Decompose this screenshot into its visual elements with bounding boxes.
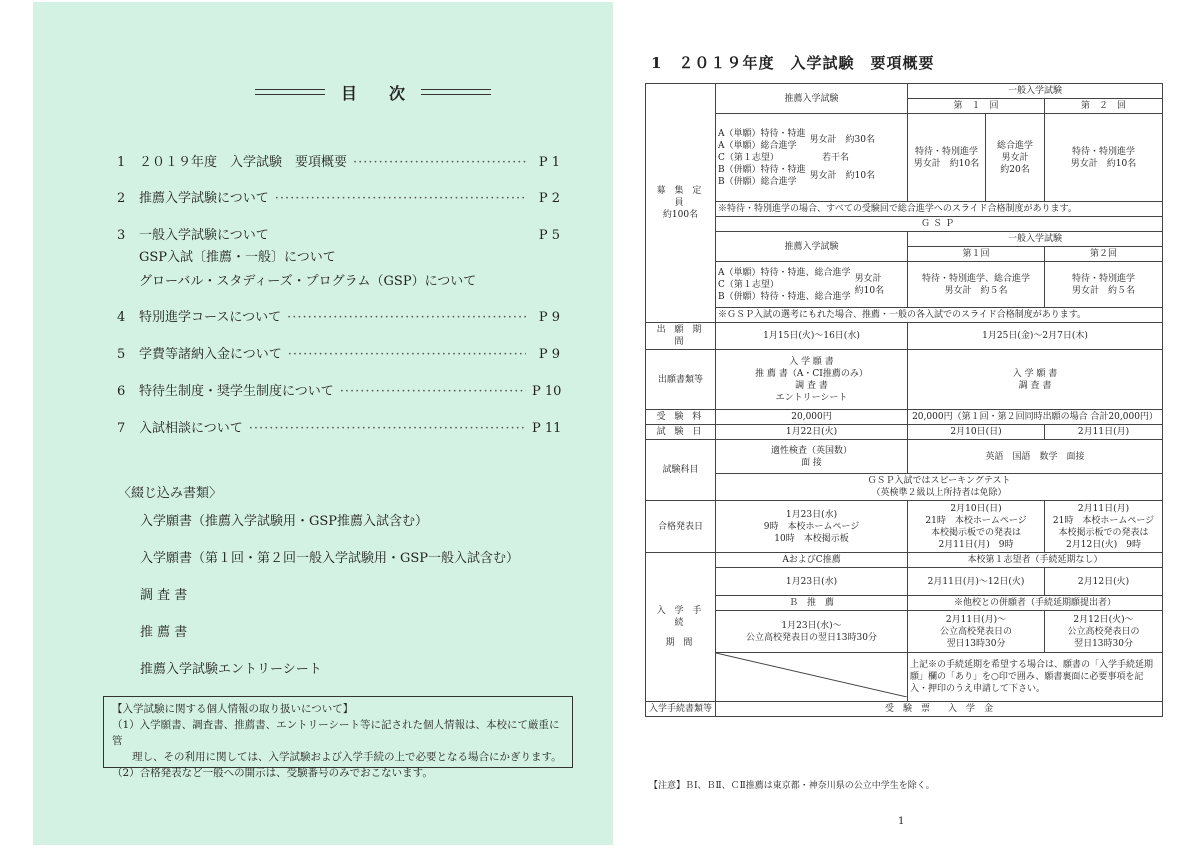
r1-general-label: 総合進学 — [997, 140, 1034, 151]
results-suisen — [716, 501, 908, 553]
leader-dots — [288, 347, 526, 362]
enclosure-item: 入学願書（第１回・第２回一般入学試験用・GSP一般入試含む） — [140, 551, 520, 566]
toc-page: P 1 — [538, 155, 560, 170]
subjects-suisen — [716, 440, 908, 474]
enclosure-item: 推 薦 書 — [140, 625, 188, 640]
proc-line: 2月11日(月)〜 — [945, 614, 1007, 625]
gsp-round2-cell — [1045, 262, 1163, 308]
leader-dots — [287, 310, 526, 325]
privacy-notice-box — [103, 696, 573, 779]
gsp-cap1: 男女計 — [854, 273, 882, 284]
procedure-h2-date — [1045, 611, 1163, 653]
toc-number: 6 — [117, 384, 126, 399]
exam-date-r1: 2月10日(日) — [908, 425, 1045, 440]
subject-item: 面 接 — [801, 457, 822, 468]
toc-label: 推薦入学試験について — [139, 191, 269, 206]
privacy-item-1-cont: 理し、その利用に関しては、入学試験および入学手続の上で必要となる場合にかぎります。 — [132, 751, 562, 763]
round2-special-cell — [1045, 114, 1163, 202]
gsp-round1-header: 第１回 — [908, 247, 1045, 262]
toc-title-text: 目 次 — [340, 83, 405, 103]
gsp-c: C（第１志望） — [718, 279, 779, 290]
recruit-count: 約100名 — [662, 210, 699, 220]
toc-entry[interactable] — [117, 151, 560, 187]
docs-label: 出願書類等 — [646, 350, 716, 410]
toc-label: 学費等諸納入金について — [139, 347, 282, 362]
doc-item: 推 薦 書（A・CⅠ推薦のみ） — [755, 368, 868, 379]
page-title: 1 ２０１９年度 入学試験 要項概要 — [651, 54, 935, 72]
toc-subentry[interactable]: グローバル・スタディーズ・プログラム（GSP）について — [139, 274, 477, 289]
gsp-exemption: （英検準２級以上所持者は免除） — [871, 488, 1007, 498]
round1-general-cell — [986, 114, 1045, 202]
result-line: 1月23日(水) — [785, 509, 838, 520]
gsp-header: ＧＳＰ — [716, 217, 1163, 232]
result-line: 21時 本校ホームページ — [1052, 515, 1155, 526]
toc-entry[interactable] — [117, 224, 560, 246]
proc-line: 翌日13時30分 — [946, 638, 1006, 649]
title-rule-left — [255, 89, 325, 95]
procedure-heigan: ※他校との併願者（手続延期願提出者） — [908, 596, 1163, 611]
suisen-capacity-cell — [716, 114, 908, 202]
r1-general-cap1: 男女計 — [1001, 152, 1029, 163]
procedure-b: Ｂ 推 薦 — [716, 596, 908, 611]
exam-date-suisen: 1月22日(火) — [716, 425, 908, 440]
toc-entry[interactable] — [117, 343, 560, 380]
gsp-speaking: ＧＳＰ入試ではスピーキングテスト — [867, 476, 1011, 486]
procedure-r2-date: 2月12日(火) — [1045, 568, 1163, 596]
result-line: 2月10日(日) — [950, 503, 1002, 514]
slide-note: ※特待・特別進学の場合、すべての受験回で総合進学へのスライド合格制度があります。 — [716, 202, 1163, 217]
procedure-b-date — [716, 611, 908, 653]
result-line: 21時 本校ホームページ — [925, 515, 1027, 526]
round1-special-cell — [908, 114, 986, 202]
r2-special-label: 特待・特別進学 — [1072, 146, 1136, 157]
gsp-r2-label: 特待・特別進学 — [1072, 273, 1136, 284]
toc-entry[interactable] — [117, 187, 560, 224]
subject-item: 適性検査（英国数） — [771, 445, 853, 456]
suisen-a-capacity: 男女計 約30名 — [809, 134, 875, 145]
enclosure-item: 入学願書（推薦入学試験用・GSP推薦入試含む） — [140, 514, 429, 529]
suisen-b2: B（併願）総合進学 — [718, 176, 797, 187]
subjects-ippan: 英語 国語 数学 面接 — [908, 440, 1163, 474]
round1-header: 第 １ 回 — [908, 99, 1045, 114]
procedure-h1-date — [908, 611, 1045, 653]
result-line: 本校掲示板での発表は — [931, 527, 1022, 538]
fee-ippan: 20,000円（第１回・第２回同時出願の場合 合計20,000円） — [908, 410, 1163, 425]
suisen-b-capacity: 男女計 約10名 — [809, 170, 876, 181]
procedure-ac: AおよびC推薦 — [716, 553, 908, 568]
result-line: 10時 本校掲示板 — [774, 533, 849, 544]
proc-line: 1月23日(水)〜 — [781, 620, 842, 631]
procedure-r1-date: 2月11日(月)〜12日(火) — [908, 568, 1045, 596]
gsp-cap2: 約10名 — [854, 285, 885, 296]
procedure-label-cell — [646, 553, 716, 702]
gsp-r1-label: 特待・特別進学、総合進学 — [922, 273, 1031, 284]
doc-item: 調 査 書 — [1018, 380, 1052, 391]
procedure-label-2: 期 間 — [665, 638, 696, 648]
doc-item: 入 学 願 書 — [789, 356, 834, 367]
toc-label: 特別進学コースについて — [139, 310, 282, 325]
privacy-item-1: （1）入学願書、調査書、推薦書、エントリーシート等に記された個人情報は、本校にて厳重に管 — [112, 719, 560, 747]
toc-title — [245, 82, 501, 102]
gsp-r2-capacity: 男女計 約５名 — [1072, 285, 1136, 296]
result-line: 9時 本校ホームページ — [763, 521, 860, 532]
gsp-suisen-header: 推薦入学試験 — [716, 232, 908, 262]
table-of-contents — [117, 151, 560, 447]
gsp-suisen-capacity — [716, 262, 908, 308]
toc-number: 1 — [117, 155, 126, 170]
toc-page: P 11 — [532, 421, 562, 436]
leader-dots — [353, 155, 526, 170]
toc-label: 入試相談について — [139, 421, 243, 436]
apply-suisen: 1月15日(火)〜16日(水) — [716, 323, 908, 350]
toc-page: P 2 — [538, 191, 560, 206]
toc-subentry[interactable]: GSP入試〔推薦・一般〕について — [139, 250, 336, 265]
toc-page: P 10 — [532, 384, 562, 399]
page-number: 1 — [898, 816, 905, 827]
result-line: 2月11日(月) — [1077, 503, 1130, 514]
gsp-note: ※ＧＳＰ入試の選考にもれた場合、推薦・一般の各入試でのスライド合格制度があります。 — [716, 308, 1163, 323]
gsp-round2-header: 第２回 — [1045, 247, 1163, 262]
diagonal-line — [716, 653, 907, 697]
enclosure-item: 推薦入学試験エントリーシート — [140, 662, 322, 677]
doc-item: 調 査 書 — [795, 380, 828, 391]
docs-ippan — [908, 350, 1163, 410]
papers-list: 受 験 票 入 学 金 — [716, 702, 1163, 717]
proc-line: 公立高校発表日の — [940, 626, 1013, 637]
apply-ippan: 1月25日(金)〜2月7日(木) — [908, 323, 1163, 350]
leader-dots — [275, 191, 526, 206]
title-rule-right — [421, 89, 491, 95]
procedure-note: 上記※の手続延期を希望する場合は、願書の「入学手続延期願」欄の「あり」を○印で囲み、願書裏面に必要事項を記入・押印のうえ申請して下さい。 — [908, 653, 1163, 702]
leader-dots — [249, 421, 526, 436]
toc-page: P 9 — [538, 310, 560, 325]
procedure-first-choice: 本校第１志望者（手続延期なし） — [908, 553, 1163, 568]
toc-number: 2 — [117, 191, 126, 206]
procedure-label: 入 学 手 続 — [656, 606, 705, 628]
gsp-r1-capacity: 男女計 約５名 — [944, 285, 1008, 296]
exam-date-r2: 2月11日(月) — [1045, 425, 1163, 440]
leader-dots — [340, 384, 526, 399]
doc-item: エントリーシート — [775, 392, 848, 403]
r1-general-cap2: 約20名 — [1000, 164, 1030, 175]
toc-page: P 9 — [538, 347, 560, 362]
docs-suisen — [716, 350, 908, 410]
r2-special-capacity: 男女計 約10名 — [1070, 158, 1137, 169]
suisen-b1: B（併願）特待・特進 — [718, 164, 806, 175]
toc-number: 4 — [117, 310, 126, 325]
fee-label: 受 験 料 — [646, 410, 716, 425]
admissions-summary-table — [645, 83, 1163, 717]
results-r1 — [908, 501, 1045, 553]
recruit-header-cell — [646, 84, 716, 323]
gsp-a: A（単願）特待・特進、総合進学 — [718, 267, 851, 278]
privacy-item-2: （2）合格発表など一般への開示は、受験番号のみでおこないます。 — [112, 767, 433, 779]
toc-label: 一般入学試験について — [139, 228, 269, 243]
toc-number: 3 — [117, 228, 126, 243]
toc-number: 7 — [117, 421, 126, 436]
footnote: 【注意】ＢⅠ、ＢⅡ、ＣⅡ推薦は東京都・神奈川県の公立中学生を除く。 — [649, 781, 935, 791]
proc-line: 翌日13時30分 — [1074, 638, 1133, 649]
procedure-ac-date: 1月23日(水) — [716, 568, 908, 596]
fee-suisen: 20,000円 — [716, 410, 908, 425]
subjects-gsp — [716, 474, 1163, 501]
toc-label: ２０１９年度 入学試験 要項概要 — [139, 155, 348, 170]
ippan-header: 一般入学試験 — [908, 84, 1163, 99]
exam-date-label: 試 験 日 — [646, 425, 716, 440]
apply-label: 出 願 期 間 — [646, 323, 716, 350]
suisen-c: C（第１志望） — [718, 152, 779, 163]
toc-page: P 5 — [538, 228, 560, 243]
result-line: 2月12日(火) 9時 — [1066, 539, 1141, 550]
gsp-b: B（併願）特待・特進、総合進学 — [718, 291, 851, 302]
toc-entry[interactable] — [117, 380, 560, 417]
papers-label: 入学手続書類等 — [646, 702, 716, 717]
suisen-a2: A（単願）総合進学 — [718, 140, 797, 151]
suisen-a1: A（単願）特待・特進 — [718, 128, 806, 139]
diagonal-blank-cell — [716, 653, 908, 702]
toc-label: 特待生制度・奨学生制度について — [139, 384, 334, 399]
toc-entry[interactable] — [117, 306, 560, 343]
toc-number: 5 — [117, 347, 126, 362]
result-line: 本校掲示板での発表は — [1058, 527, 1149, 538]
r1-special-label: 特待・特別進学 — [915, 146, 979, 157]
enclosures-heading: 〈綴じ込み書類〉 — [118, 486, 223, 501]
proc-line: 公立高校発表日の — [1067, 626, 1140, 637]
toc-entry[interactable] — [117, 417, 560, 447]
proc-line: 2月12日(火)〜 — [1073, 614, 1134, 625]
privacy-title: 【入学試験に関する個人情報の取り扱いについて】 — [112, 703, 354, 715]
r1-special-capacity: 男女計 約10名 — [913, 158, 980, 169]
results-label: 合格発表日 — [646, 501, 716, 553]
suisen-c-capacity: 若干名 — [822, 152, 850, 163]
subjects-label: 試験科目 — [646, 440, 716, 501]
recruit-label: 募 集 定 員 — [656, 186, 705, 208]
result-line: 2月11日(月) 9時 — [938, 539, 1014, 550]
doc-item: 入 学 願 書 — [1012, 368, 1058, 379]
enclosure-item: 調 査 書 — [140, 588, 188, 603]
gsp-round1-cell — [908, 262, 1045, 308]
suisen-header: 推薦入学試験 — [716, 84, 908, 114]
results-r2 — [1045, 501, 1163, 553]
gsp-ippan-header: 一般入学試験 — [908, 232, 1163, 247]
round2-header: 第 ２ 回 — [1045, 99, 1163, 114]
proc-line: 公立高校発表日の翌日13時30分 — [746, 632, 877, 643]
